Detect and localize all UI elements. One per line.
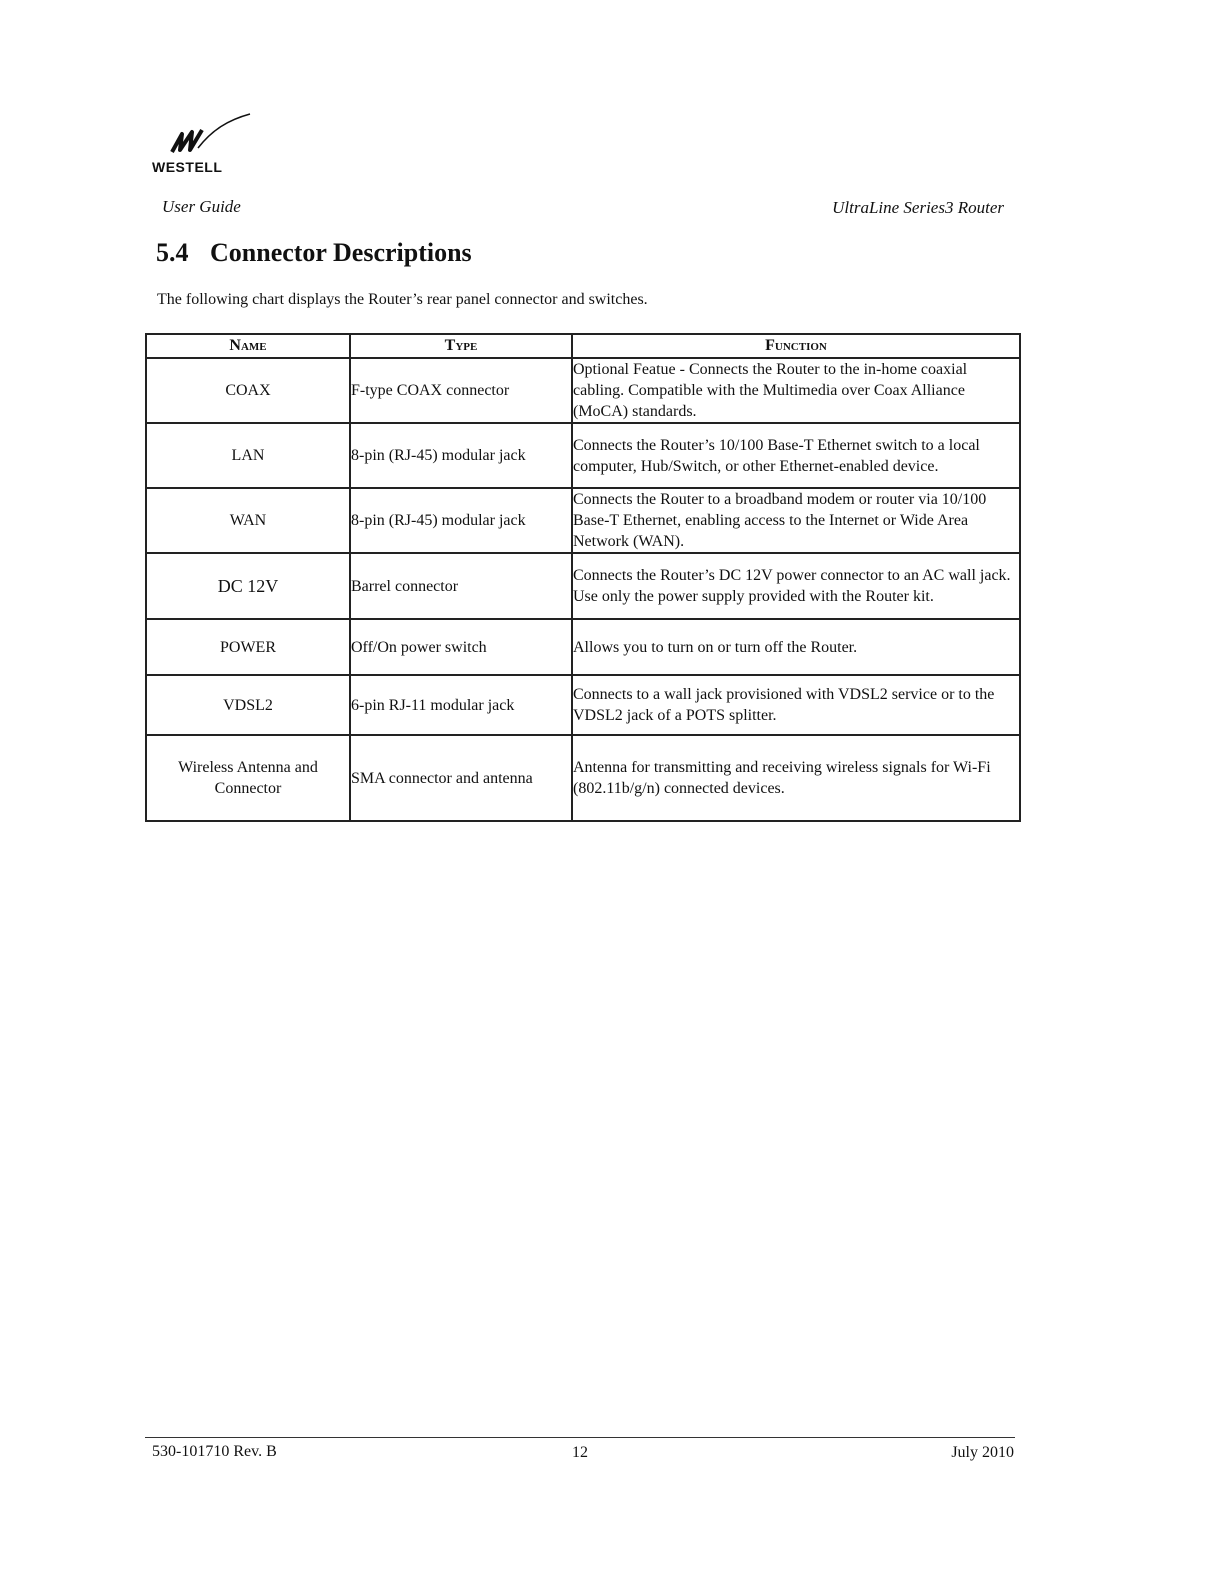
cell-type: 6-pin RJ-11 modular jack — [350, 675, 572, 735]
intro-paragraph: The following chart displays the Router’s rear panel connector and switches. — [157, 291, 648, 308]
footer-divider — [145, 1437, 1015, 1438]
table-row — [146, 488, 1020, 553]
cell-function: Connects the Router’s 10/100 Base-T Ethernet switch to a local computer, Hub/Switch, or other Ethernet-enabled device. — [572, 423, 1020, 488]
table-header-row — [146, 334, 1020, 358]
header-right: UltraLine Series3 Router — [832, 198, 1004, 217]
table-row — [146, 423, 1020, 488]
column-header-name: Name — [146, 334, 350, 358]
section-heading — [156, 238, 472, 268]
connector-table — [145, 333, 1021, 822]
cell-type: 8-pin (RJ-45) modular jack — [350, 488, 572, 553]
cell-name: POWER — [146, 619, 350, 675]
brand-name: WESTELL — [152, 159, 223, 175]
cell-type: 8-pin (RJ-45) modular jack — [350, 423, 572, 488]
section-number: 5.4 — [156, 238, 189, 267]
column-header-function: Function — [572, 334, 1020, 358]
cell-name: Wireless Antenna and Connector — [146, 735, 350, 821]
table-row — [146, 735, 1020, 821]
cell-name: DC 12V — [146, 553, 350, 619]
table-row — [146, 553, 1020, 619]
cell-name: LAN — [146, 423, 350, 488]
cell-name: WAN — [146, 488, 350, 553]
section-title: Connector Descriptions — [210, 238, 472, 267]
table-row — [146, 619, 1020, 675]
cell-name: COAX — [146, 358, 350, 423]
cell-type: Barrel connector — [350, 553, 572, 619]
cell-type: SMA connector and antenna — [350, 735, 572, 821]
table-row — [146, 358, 1020, 423]
cell-name: VDSL2 — [146, 675, 350, 735]
cell-type: Off/On power switch — [350, 619, 572, 675]
footer-doc-number: 530-101710 Rev. B — [152, 1443, 277, 1460]
cell-function: Antenna for transmitting and receiving wireless signals for Wi-Fi (802.11b/g/n) connected devices. — [572, 735, 1020, 821]
westell-logo — [150, 112, 260, 182]
cell-function: Connects to a wall jack provisioned with VDSL2 service or to the VDSL2 jack of a POTS splitter. — [572, 675, 1020, 735]
header-left: User Guide — [162, 197, 241, 216]
cell-function: Connects the Router’s DC 12V power connector to an AC wall jack. Use only the power supply provided with the Router kit. — [572, 553, 1020, 619]
cell-type: F-type COAX connector — [350, 358, 572, 423]
westell-swoosh-icon — [168, 112, 258, 162]
footer-page-number: 12 — [572, 1444, 588, 1461]
footer-date: July 2010 — [951, 1444, 1014, 1461]
cell-function: Allows you to turn on or turn off the Router. — [572, 619, 1020, 675]
table-row — [146, 675, 1020, 735]
column-header-type: Type — [350, 334, 572, 358]
cell-function: Optional Featue - Connects the Router to the in-home coaxial cabling. Compatible with the Multimedia over Coax Alliance (MoCA) standards. — [572, 358, 1020, 423]
cell-function: Connects the Router to a broadband modem or router via 10/100 Base-T Ethernet, enabling access to the Internet or Wide Area Network (WAN). — [572, 488, 1020, 553]
